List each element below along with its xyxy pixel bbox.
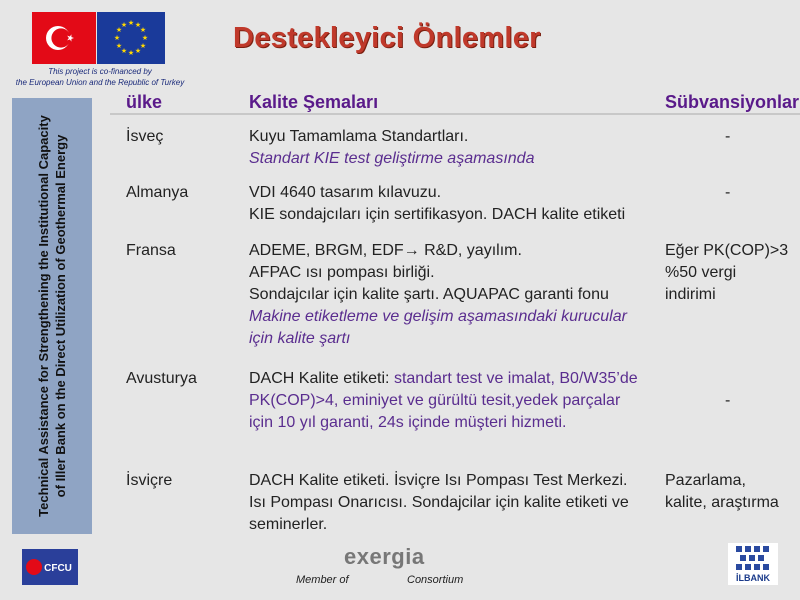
svg-text:★: ★ bbox=[139, 26, 147, 34]
row-country: Avusturya bbox=[126, 370, 197, 387]
row-country: Almanya bbox=[126, 184, 189, 201]
cofinance-note: This project is co-financed by the European Union and the Republic of Turkey bbox=[15, 67, 185, 87]
consortium-label: Consortium bbox=[407, 574, 464, 586]
row-subsidy: - bbox=[725, 184, 731, 201]
svg-text:★: ★ bbox=[115, 26, 123, 34]
svg-text:★: ★ bbox=[134, 47, 142, 55]
svg-text:★: ★ bbox=[113, 34, 121, 42]
row-country: İsveç bbox=[126, 128, 164, 145]
header-divider bbox=[110, 113, 800, 115]
header-scheme: Kalite Şemaları bbox=[249, 92, 379, 112]
svg-text:CFCU: CFCU bbox=[44, 563, 72, 574]
row-scheme: DACH Kalite etiketi: standart test ve imalat, B0/W35’de PK(COP)>4, eminiyet ve gürültü tesit,yedek parçalar için 10 yıl garanti, 24s içinde müşteri hizmeti. bbox=[249, 370, 638, 431]
cfcu-logo-icon bbox=[22, 549, 78, 585]
row-subsidy: - bbox=[725, 128, 731, 145]
exergia-logo: exergia bbox=[344, 544, 425, 569]
page-title: Destekleyici Önlemler bbox=[233, 22, 541, 54]
row-country: İsviçre bbox=[126, 472, 173, 489]
svg-text:★: ★ bbox=[134, 21, 142, 29]
row-scheme: VDI 4640 tasarım kılavuzu. KIE sondajcıları için sertifikasyon. DACH kalite etiketi bbox=[249, 184, 626, 223]
svg-text:★: ★ bbox=[127, 49, 135, 57]
row-scheme: DACH Kalite etiketi. İsviçre Isı Pompası Test Merkezi. Isı Pompası Onarıcısı. Sondajcilar için kalite etiketi ve seminerler. bbox=[249, 472, 629, 533]
turkey-flag-icon bbox=[32, 12, 96, 64]
row-country: Fransa bbox=[126, 242, 176, 259]
row-subsidy: Eğer PK(COP)>3 %50 vergi indirimi bbox=[665, 242, 789, 303]
svg-text:★: ★ bbox=[141, 34, 149, 42]
row-scheme: ADEME, BRGM, EDF→ R&D, yayılım. AFPAC ısı pompası birliği. Sondajcılar için kalite şartı. AQUAPAC garanti fonu Makine etiketleme ve gelişim aşamasındaki kurucular için kalite şartı bbox=[249, 242, 627, 347]
svg-text:★: ★ bbox=[115, 42, 123, 50]
ilbank-logo-icon: İLBANK bbox=[728, 543, 778, 585]
header-subsidy: Sübvansiyonlar bbox=[665, 92, 800, 112]
svg-text:★: ★ bbox=[120, 21, 128, 29]
row-scheme: Kuyu Tamamlama Standartları. Standart KIE test geliştirme aşamasında bbox=[249, 128, 535, 167]
sidebar-line-2: of Iller Bank on the Direct Utilization of Geothermal Energy bbox=[53, 134, 68, 498]
sidebar-line-1: Technical Assistance for Strengthening the Institutional Capacity bbox=[36, 115, 51, 517]
row-subsidy: Pazarlama, kalite, araştırma bbox=[665, 472, 779, 511]
eu-flag-icon bbox=[97, 12, 165, 64]
row-subsidy: - bbox=[725, 392, 731, 409]
member-of-label: Member of bbox=[296, 574, 349, 586]
svg-text:★: ★ bbox=[127, 19, 135, 27]
project-sidebar bbox=[12, 98, 92, 534]
svg-text:★: ★ bbox=[120, 47, 128, 55]
header-country: ülke bbox=[126, 92, 163, 112]
svg-text:★: ★ bbox=[139, 42, 147, 50]
